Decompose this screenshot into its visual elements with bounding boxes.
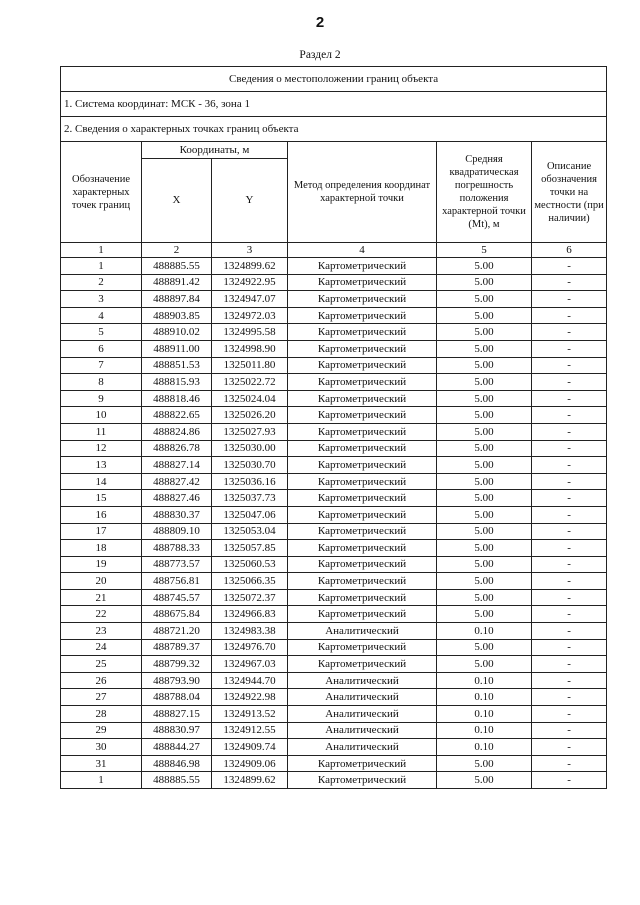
point-id-cell: 30: [61, 739, 142, 756]
y-cell: 1324913.52: [212, 706, 288, 723]
accuracy-cell: 5.00: [437, 423, 532, 440]
y-cell: 1324944.70: [212, 672, 288, 689]
table-row: [61, 473, 607, 490]
method-cell: Картометрический: [288, 656, 437, 673]
x-cell: 488903.85: [142, 307, 212, 324]
table-row: [61, 639, 607, 656]
method-cell: Аналитический: [288, 672, 437, 689]
method-cell: Картометрический: [288, 523, 437, 540]
section-title: Раздел 2: [299, 49, 341, 61]
point-id-cell: 25: [61, 656, 142, 673]
method-cell: Картометрический: [288, 772, 437, 789]
y-cell: 1324947.07: [212, 291, 288, 308]
accuracy-cell: 5.00: [437, 374, 532, 391]
point-id-cell: 29: [61, 722, 142, 739]
x-cell: 488788.04: [142, 689, 212, 706]
description-cell: -: [532, 291, 607, 308]
table-row: [61, 258, 607, 275]
method-cell: Картометрический: [288, 374, 437, 391]
x-cell: 488822.65: [142, 407, 212, 424]
point-id-cell: 20: [61, 573, 142, 590]
boundary-points-table: [60, 66, 607, 789]
description-cell: -: [532, 407, 607, 424]
description-cell: -: [532, 755, 607, 772]
accuracy-cell: 5.00: [437, 357, 532, 374]
point-id-cell: 22: [61, 606, 142, 623]
description-cell: -: [532, 540, 607, 557]
method-cell: Аналитический: [288, 623, 437, 640]
x-cell: 488897.84: [142, 291, 212, 308]
description-cell: -: [532, 589, 607, 606]
header-description: Описание обозначения точки на местности (при наличии): [532, 142, 607, 243]
table-row: [61, 556, 607, 573]
method-cell: Картометрический: [288, 440, 437, 457]
method-cell: Аналитический: [288, 722, 437, 739]
page-number: 2: [315, 14, 325, 31]
x-cell: 488809.10: [142, 523, 212, 540]
point-id-cell: 28: [61, 706, 142, 723]
description-cell: -: [532, 772, 607, 789]
method-cell: Картометрический: [288, 506, 437, 523]
accuracy-cell: 5.00: [437, 589, 532, 606]
y-cell: 1325053.04: [212, 523, 288, 540]
method-cell: Картометрический: [288, 573, 437, 590]
x-cell: 488911.00: [142, 340, 212, 357]
x-cell: 488745.57: [142, 589, 212, 606]
method-cell: Картометрический: [288, 324, 437, 341]
point-id-cell: 4: [61, 307, 142, 324]
table-row: [61, 423, 607, 440]
description-cell: -: [532, 357, 607, 374]
point-id-cell: 13: [61, 457, 142, 474]
y-cell: 1325047.06: [212, 506, 288, 523]
accuracy-cell: 5.00: [437, 390, 532, 407]
column-number: 4: [288, 243, 437, 258]
accuracy-cell: 0.10: [437, 689, 532, 706]
accuracy-cell: 5.00: [437, 523, 532, 540]
x-cell: 488788.33: [142, 540, 212, 557]
y-cell: 1324983.38: [212, 623, 288, 640]
accuracy-cell: 5.00: [437, 457, 532, 474]
description-cell: -: [532, 457, 607, 474]
accuracy-cell: 5.00: [437, 639, 532, 656]
method-cell: Аналитический: [288, 706, 437, 723]
method-cell: Картометрический: [288, 639, 437, 656]
x-cell: 488891.42: [142, 274, 212, 291]
x-cell: 488826.78: [142, 440, 212, 457]
y-cell: 1324912.55: [212, 722, 288, 739]
x-cell: 488815.93: [142, 374, 212, 391]
point-id-cell: 5: [61, 324, 142, 341]
table-row: [61, 589, 607, 606]
description-cell: -: [532, 490, 607, 507]
x-cell: 488827.42: [142, 473, 212, 490]
point-id-cell: 14: [61, 473, 142, 490]
description-cell: -: [532, 672, 607, 689]
point-id-cell: 18: [61, 540, 142, 557]
point-id-cell: 19: [61, 556, 142, 573]
x-cell: 488830.37: [142, 506, 212, 523]
description-cell: -: [532, 573, 607, 590]
point-id-cell: 31: [61, 755, 142, 772]
description-cell: -: [532, 390, 607, 407]
accuracy-cell: 5.00: [437, 755, 532, 772]
description-cell: -: [532, 258, 607, 275]
x-cell: 488844.27: [142, 739, 212, 756]
table-row: [61, 440, 607, 457]
point-id-cell: 1: [61, 772, 142, 789]
table-row: [61, 706, 607, 723]
column-number: 6: [532, 243, 607, 258]
table-row: [61, 573, 607, 590]
description-cell: -: [532, 440, 607, 457]
description-cell: -: [532, 556, 607, 573]
table-row: [61, 739, 607, 756]
accuracy-cell: 0.10: [437, 672, 532, 689]
method-cell: Картометрический: [288, 307, 437, 324]
description-cell: -: [532, 739, 607, 756]
point-id-cell: 24: [61, 639, 142, 656]
x-cell: 488675.84: [142, 606, 212, 623]
point-id-cell: 17: [61, 523, 142, 540]
table-row: [61, 457, 607, 474]
column-number: 2: [142, 243, 212, 258]
description-cell: -: [532, 274, 607, 291]
accuracy-cell: 5.00: [437, 274, 532, 291]
description-cell: -: [532, 523, 607, 540]
table-row: [61, 291, 607, 308]
y-cell: 1324899.62: [212, 772, 288, 789]
y-cell: 1324966.83: [212, 606, 288, 623]
x-cell: 488851.53: [142, 357, 212, 374]
x-cell: 488846.98: [142, 755, 212, 772]
accuracy-cell: 5.00: [437, 407, 532, 424]
y-cell: 1325066.35: [212, 573, 288, 590]
y-cell: 1324922.98: [212, 689, 288, 706]
point-id-cell: 15: [61, 490, 142, 507]
point-id-cell: 27: [61, 689, 142, 706]
accuracy-cell: 0.10: [437, 722, 532, 739]
x-cell: 488885.55: [142, 258, 212, 275]
y-cell: 1325024.04: [212, 390, 288, 407]
method-cell: Картометрический: [288, 490, 437, 507]
accuracy-cell: 5.00: [437, 258, 532, 275]
accuracy-cell: 5.00: [437, 307, 532, 324]
table-row: [61, 490, 607, 507]
point-id-cell: 21: [61, 589, 142, 606]
method-cell: Картометрический: [288, 473, 437, 490]
description-cell: -: [532, 623, 607, 640]
table-row: [61, 755, 607, 772]
point-id-cell: 11: [61, 423, 142, 440]
description-cell: -: [532, 689, 607, 706]
accuracy-cell: 5.00: [437, 473, 532, 490]
y-cell: 1325030.70: [212, 457, 288, 474]
header-method: Метод определения координат характерной точки: [288, 142, 437, 243]
method-cell: Аналитический: [288, 689, 437, 706]
x-cell: 488721.20: [142, 623, 212, 640]
method-cell: Картометрический: [288, 407, 437, 424]
accuracy-cell: 5.00: [437, 324, 532, 341]
description-cell: -: [532, 473, 607, 490]
method-cell: Картометрический: [288, 606, 437, 623]
description-cell: -: [532, 324, 607, 341]
point-id-cell: 6: [61, 340, 142, 357]
point-id-cell: 3: [61, 291, 142, 308]
x-cell: 488789.37: [142, 639, 212, 656]
column-numbers-row: [61, 243, 607, 258]
accuracy-cell: 5.00: [437, 606, 532, 623]
method-cell: Картометрический: [288, 423, 437, 440]
y-cell: 1325030.00: [212, 440, 288, 457]
x-cell: 488756.81: [142, 573, 212, 590]
point-id-cell: 2: [61, 274, 142, 291]
point-id-cell: 26: [61, 672, 142, 689]
description-cell: -: [532, 606, 607, 623]
method-cell: Картометрический: [288, 390, 437, 407]
table-row: [61, 623, 607, 640]
table-row: [61, 506, 607, 523]
coordinate-system-line: 1. Система координат: МСК - 36, зона 1: [61, 92, 607, 117]
table-row: [61, 374, 607, 391]
method-cell: Картометрический: [288, 291, 437, 308]
accuracy-cell: 0.10: [437, 706, 532, 723]
y-cell: 1325060.53: [212, 556, 288, 573]
method-cell: Картометрический: [288, 589, 437, 606]
description-cell: -: [532, 639, 607, 656]
point-id-cell: 16: [61, 506, 142, 523]
y-cell: 1324995.58: [212, 324, 288, 341]
x-cell: 488910.02: [142, 324, 212, 341]
x-cell: 488824.86: [142, 423, 212, 440]
x-cell: 488827.14: [142, 457, 212, 474]
table-row: [61, 689, 607, 706]
description-cell: -: [532, 706, 607, 723]
y-cell: 1324976.70: [212, 639, 288, 656]
y-cell: 1325011.80: [212, 357, 288, 374]
accuracy-cell: 5.00: [437, 506, 532, 523]
column-number: 3: [212, 243, 288, 258]
header-designation: Обозначение характерных точек границ: [61, 142, 142, 243]
y-cell: 1325057.85: [212, 540, 288, 557]
y-cell: 1324909.74: [212, 739, 288, 756]
point-id-cell: 1: [61, 258, 142, 275]
point-id-cell: 8: [61, 374, 142, 391]
x-cell: 488799.32: [142, 656, 212, 673]
column-number: 5: [437, 243, 532, 258]
method-cell: Картометрический: [288, 274, 437, 291]
method-cell: Картометрический: [288, 755, 437, 772]
x-cell: 488830.97: [142, 722, 212, 739]
accuracy-cell: 5.00: [437, 440, 532, 457]
y-cell: 1324899.62: [212, 258, 288, 275]
accuracy-cell: 5.00: [437, 490, 532, 507]
method-cell: Картометрический: [288, 457, 437, 474]
accuracy-cell: 5.00: [437, 772, 532, 789]
method-cell: Картометрический: [288, 340, 437, 357]
x-cell: 488827.15: [142, 706, 212, 723]
table-row: [61, 390, 607, 407]
table-row: [61, 672, 607, 689]
header-y: Y: [212, 159, 288, 243]
x-cell: 488818.46: [142, 390, 212, 407]
point-id-cell: 23: [61, 623, 142, 640]
column-number: 1: [61, 243, 142, 258]
point-id-cell: 7: [61, 357, 142, 374]
table-row: [61, 340, 607, 357]
y-cell: 1324998.90: [212, 340, 288, 357]
table-row: [61, 357, 607, 374]
description-cell: -: [532, 374, 607, 391]
accuracy-cell: 5.00: [437, 556, 532, 573]
accuracy-cell: 5.00: [437, 573, 532, 590]
point-id-cell: 10: [61, 407, 142, 424]
description-cell: -: [532, 307, 607, 324]
description-cell: -: [532, 722, 607, 739]
header-coordinates: Координаты, м: [142, 142, 288, 159]
accuracy-cell: 5.00: [437, 540, 532, 557]
y-cell: 1325037.73: [212, 490, 288, 507]
y-cell: 1324967.03: [212, 656, 288, 673]
description-cell: -: [532, 423, 607, 440]
table-row: [61, 523, 607, 540]
table-row: [61, 606, 607, 623]
table-row: [61, 772, 607, 789]
x-cell: 488773.57: [142, 556, 212, 573]
y-cell: 1324972.03: [212, 307, 288, 324]
x-cell: 488885.55: [142, 772, 212, 789]
table-row: [61, 274, 607, 291]
point-id-cell: 12: [61, 440, 142, 457]
y-cell: 1325026.20: [212, 407, 288, 424]
table-row: [61, 324, 607, 341]
header-accuracy: Средняя квадратическая погрешность положения характерной точки (Mt), м: [437, 142, 532, 243]
table-row: [61, 656, 607, 673]
y-cell: 1325036.16: [212, 473, 288, 490]
table-row: [61, 307, 607, 324]
accuracy-cell: 5.00: [437, 291, 532, 308]
y-cell: 1325072.37: [212, 589, 288, 606]
point-id-cell: 9: [61, 390, 142, 407]
header-x: X: [142, 159, 212, 243]
accuracy-cell: 5.00: [437, 656, 532, 673]
method-cell: Картометрический: [288, 357, 437, 374]
method-cell: Картометрический: [288, 556, 437, 573]
accuracy-cell: 0.10: [437, 623, 532, 640]
method-cell: Картометрический: [288, 258, 437, 275]
y-cell: 1324922.95: [212, 274, 288, 291]
y-cell: 1325027.93: [212, 423, 288, 440]
table-title: Сведения о местоположении границ объекта: [61, 67, 607, 92]
x-cell: 488827.46: [142, 490, 212, 507]
method-cell: Картометрический: [288, 540, 437, 557]
x-cell: 488793.90: [142, 672, 212, 689]
description-cell: -: [532, 656, 607, 673]
description-cell: -: [532, 506, 607, 523]
table-row: [61, 407, 607, 424]
accuracy-cell: 0.10: [437, 739, 532, 756]
y-cell: 1325022.72: [212, 374, 288, 391]
table-row: [61, 722, 607, 739]
y-cell: 1324909.06: [212, 755, 288, 772]
points-caption: 2. Сведения о характерных точках границ объекта: [61, 117, 607, 142]
description-cell: -: [532, 340, 607, 357]
accuracy-cell: 5.00: [437, 340, 532, 357]
method-cell: Аналитический: [288, 739, 437, 756]
table-row: [61, 540, 607, 557]
